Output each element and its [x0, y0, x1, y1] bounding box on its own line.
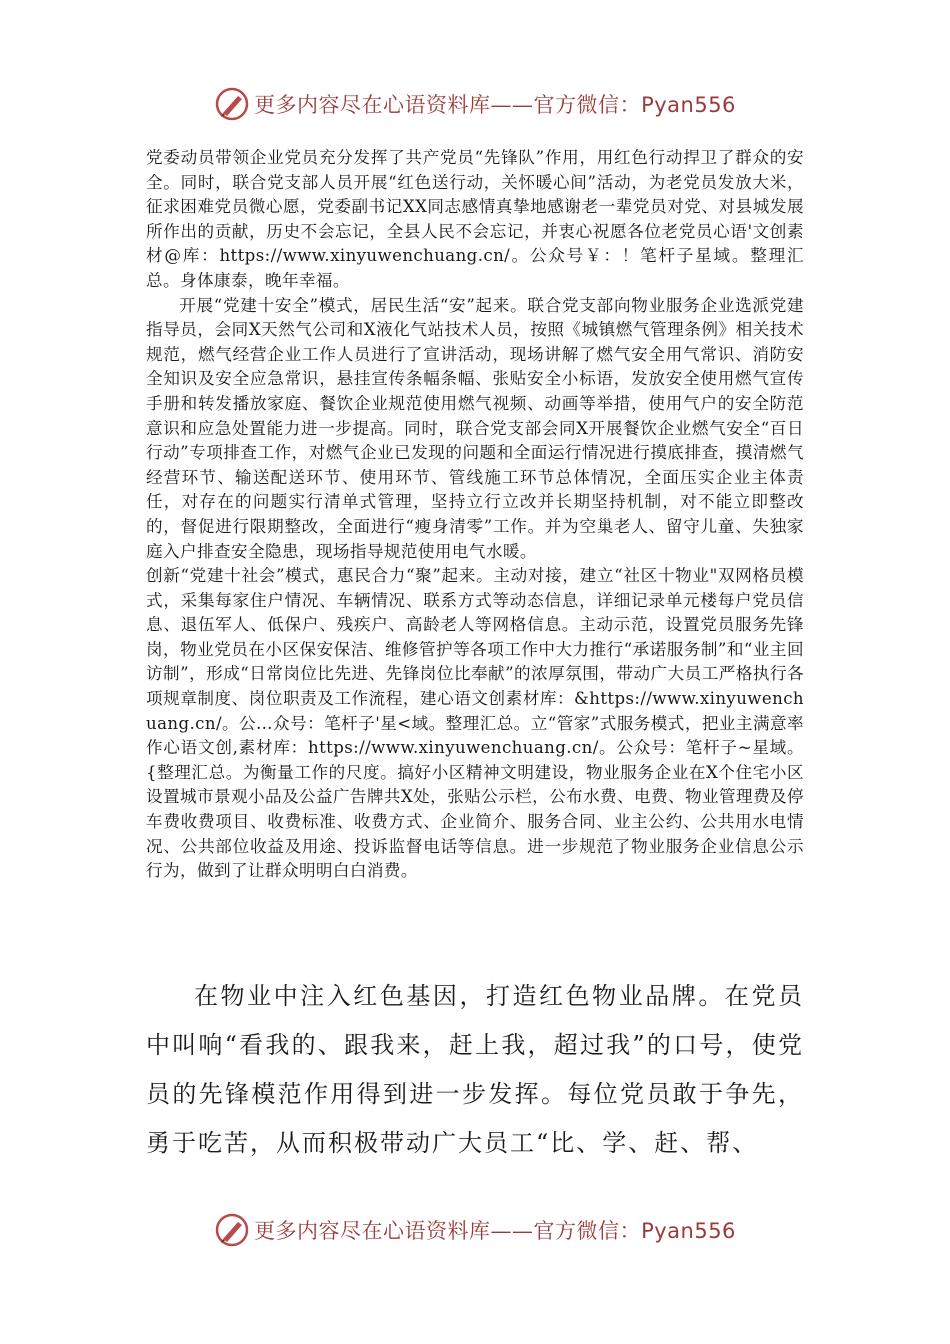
paragraph-1: 党委动员带领企业党员充分发挥了共产党员“先锋队”作用，用红色行动捍卫了群众的安全。同时，联合党支部人员开展“红色送行动，关怀暖心间”活动，为老党员发放大米，征求困难党员微心愿，党委副书记XX同志感情真挚地感谢老一辈党员对党、对县城发展所作出的贡献，历史不会忘记，全县人民不会忘记，并衷心祝愿各位老党员心语'文创素材@库：https://www.xinyuwenchuang.cn/。公众号￥：！笔杆子星域。整理汇总。身体康泰，晚年幸福。	[146, 148, 804, 290]
header-watermark	[0, 84, 950, 124]
pen-logo-icon	[214, 1212, 250, 1248]
large-paragraph: 在物业中注入红色基因，打造红色物业品牌。在党员中叫响“看我的、跟我来，赶上我，超过我”的口号，使党员的先锋模范作用得到进一步发挥。每位党员敢于争先，勇于吃苦，从而积极带动广大员工“比、学、赶、帮、	[146, 982, 804, 1157]
pen-logo-icon	[214, 86, 250, 122]
document-body	[146, 146, 804, 884]
watermark-text: 更多内容尽在心语资料库——官方微信：Pyan556	[254, 93, 736, 117]
footer-watermark	[0, 1210, 950, 1250]
paragraph-2: 开展“党建十安全”模式，居民生活“安”起来。联合党支部向物业服务企业选派党建指导员，会同X天然气公司和X液化气站技术人员，按照《城镇燃气管理条例》相关技术规范，燃气经营企业工作人员进行了宣讲活动，现场讲解了燃气安全用气常识、消防安全知识及安全应急常识，悬挂宣传条幅条幅、张贴安全小标语，发放安全使用燃气宣传手册和转发播放家庭、餐饮企业规范使用燃气视频、动画等举措，使用气户的安全防范意识和应急处置能力进一步提高。同时，联合党支部会同X开展餐饮企业燃气安全“百日行动”专项排查工作，对燃气企业已发现的问题和全面运行情况进行摸底排查，摸清燃气经营环节、输送配送环节、使用环节、管线施工环节总体情况，全面压实企业主体责任，对存在的问题实行清单式管理，坚持立行立改并长期坚持机制，对不能立即整改的，督促进行限期整改，全面进行“瘦身清零”工作。并为空巢老人、留守儿童、失独家庭入户排查安全隐患，现场指导规范使用电气水暖。	[146, 295, 804, 561]
large-text-section	[146, 972, 804, 1168]
paragraph-3: 创新“党建十社会”模式，惠民合力“聚”起来。主动对接，建立“社区十物业"双网格员模式，采集每家住户情况、车辆情况、联系方式等动态信息，详细记录单元楼每户党员信息、退伍军人、低保户、残疾户、高龄老人等网格信息。主动示范，设置党员服务先锋岗，物业党员在小区保安保洁、维修管护等各项工作中大力推行“承诺服务制”和“业主回访制”，形成“日常岗位比先进、先锋岗位比奉献”的浓厚氛围，带动广大员工严格执行各项规章制度、岗位职责及工作流程，建心语文创素材库：&https://www.xinyuwenchuang.cn/。公…众号：笔杆子'星<域。整理汇总。立“管家”式服务模式，把业主满意率作心语文创,素材库：https://www.xinyuwenchuang.cn/。公众号：笔杆子~星域。{整理汇总。为衡量工作的尺度。搞好小区精神文明建设，物业服务企业在X个住宅小区设置城市景观小品及公益广告牌共X处，张贴公示栏，公布水费、电费、物业管理费及停车费收费项目、收费标准、收费方式、企业简介、服务合同、业主公约、公共用水电情况、公共部位收益及用途、投诉监督电话等信息。进一步规范了物业服务企业信息公示行为，做到了让群众明明白白消费。	[146, 566, 804, 881]
watermark-text: 更多内容尽在心语资料库——官方微信：Pyan556	[254, 1219, 736, 1243]
